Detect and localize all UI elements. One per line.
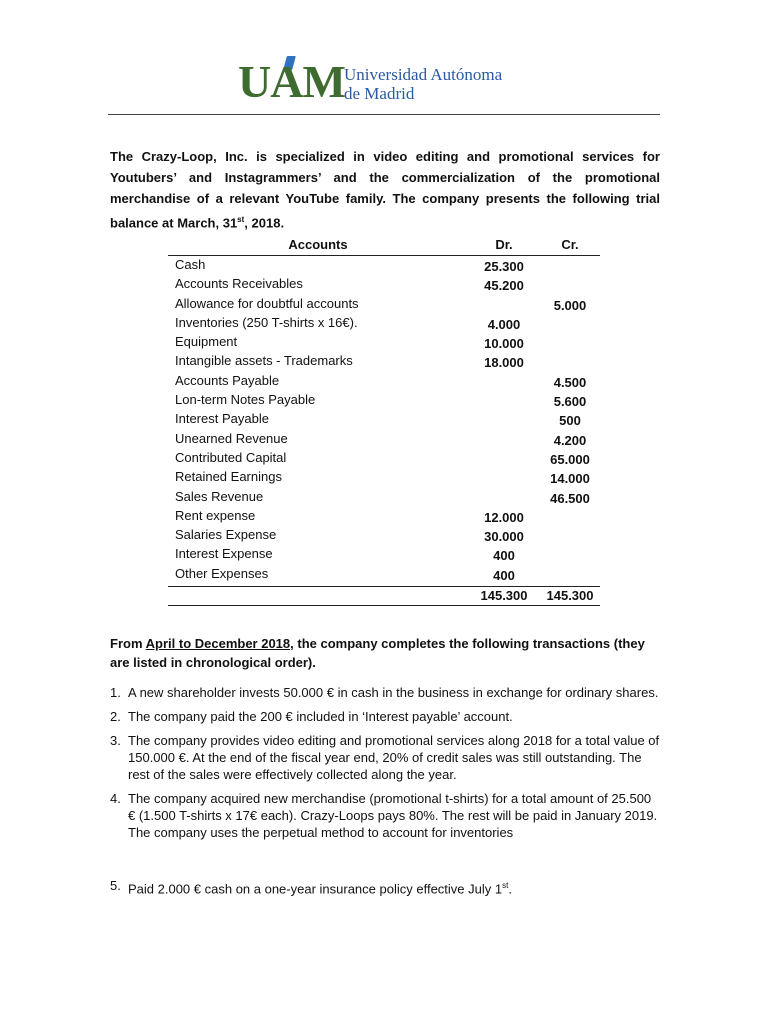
total-credit: 145.300 <box>546 588 594 604</box>
account-cell: Interest Payable <box>175 411 269 427</box>
table-row <box>168 468 600 487</box>
table-row <box>168 256 600 275</box>
university-name-line1: Universidad Autónoma <box>344 65 503 84</box>
debit-cell: 25.300 <box>484 259 524 274</box>
account-cell: Unearned Revenue <box>175 430 288 446</box>
university-name-line2: de Madrid <box>344 84 415 103</box>
list-item-number: 2. <box>110 709 121 724</box>
intro-paragraph <box>110 146 660 233</box>
credit-cell: 46.500 <box>550 490 590 506</box>
debit-cell: 400 <box>493 548 515 564</box>
list-item <box>110 708 660 725</box>
list-item-sup: st <box>502 881 509 890</box>
list-item-number: 5. <box>110 878 121 893</box>
trans-intro-post: the company completes the following transactions (they are listed in chronological order). <box>110 636 645 670</box>
trans-intro-pre: From <box>110 636 146 651</box>
transactions-items <box>110 684 660 841</box>
table-row <box>168 565 600 584</box>
account-cell: Inventories (250 T-shirts x 16€). <box>175 314 358 330</box>
account-cell: Rent expense <box>175 507 256 523</box>
account-cell: Equipment <box>175 334 238 350</box>
list-item <box>110 877 660 897</box>
trans-intro-period: April to December 2018, <box>145 636 294 651</box>
account-cell: Sales Revenue <box>175 488 264 504</box>
transactions-list <box>110 684 660 904</box>
account-cell: Interest Expense <box>175 546 273 562</box>
credit-cell: 500 <box>559 413 581 429</box>
table-body <box>168 256 600 584</box>
list-item-text: A new shareholder invests 50.000 € in cash in the business in exchange for ordinary shares. <box>128 685 659 700</box>
header-credit: Cr. <box>561 237 579 252</box>
table-row <box>168 449 600 468</box>
university-name <box>344 65 544 103</box>
debit-cell: 10.000 <box>484 336 524 352</box>
credit-cell: 5.600 <box>553 394 587 410</box>
account-cell: Salaries Expense <box>175 527 277 543</box>
table-total-row <box>168 586 600 606</box>
list-item-text: Paid 2.000 € cash on a one-year insurance policy effective July 1 <box>128 881 503 897</box>
account-cell: Other Expenses <box>175 565 269 581</box>
account-cell: Accounts Receivables <box>175 276 303 292</box>
list-item-tail: . <box>508 881 512 897</box>
debit-cell: 4.000 <box>487 316 521 332</box>
table-row <box>168 430 600 449</box>
credit-cell: 5.000 <box>553 297 587 313</box>
table-row <box>168 391 600 410</box>
debit-cell: 18.000 <box>484 355 524 371</box>
account-cell: Cash <box>175 257 206 272</box>
transactions-intro <box>110 634 660 672</box>
debit-cell: 12.000 <box>484 509 524 525</box>
account-cell: Lon-term Notes Payable <box>175 392 316 408</box>
table-row <box>168 314 600 333</box>
account-cell: Allowance for doubtful accounts <box>175 295 359 311</box>
intro-sup: st <box>237 215 245 224</box>
table-row <box>168 488 600 507</box>
logo-mark: UAM <box>238 56 345 107</box>
debit-cell: 400 <box>493 567 515 583</box>
list-item-text: The company paid the 200 € included in ‘Interest payable’ account. <box>128 709 513 724</box>
account-cell: Contributed Capital <box>175 449 287 465</box>
credit-cell: 4.200 <box>553 432 587 448</box>
account-cell: Retained Earnings <box>175 469 282 485</box>
credit-cell: 65.000 <box>550 451 590 467</box>
list-item-number: 1. <box>110 685 121 700</box>
table-row <box>168 545 600 564</box>
list-item-number: 3. <box>110 733 121 748</box>
account-cell: Accounts Payable <box>175 372 280 388</box>
table-row <box>168 507 600 526</box>
table-row <box>168 275 600 294</box>
table-row <box>168 333 600 352</box>
header-divider <box>108 114 660 115</box>
trial-balance-table <box>168 234 600 606</box>
list-item-text: The company provides video editing and promotional services along 2018 for a total value of 150.000 €. At the end of the fiscal year end, 20% of credit sales was still outstanding. The rest of the sales were effectively collected along the year. <box>128 733 660 782</box>
list-item-text: The company acquired new merchandise (promotional t-shirts) for a total amount of 25.500 € (1.500 T-shirts x 17€ each). Crazy-Loops pays 80%. The rest will be paid in January 2019. The company uses the perpetual method to account for inventories <box>128 791 658 840</box>
table-row <box>168 295 600 314</box>
table-row <box>168 526 600 545</box>
intro-tail: , 2018. <box>244 215 285 231</box>
credit-cell: 4.500 <box>553 374 587 390</box>
list-item <box>110 684 660 701</box>
debit-cell: 30.000 <box>484 529 524 545</box>
intro-text: The Crazy-Loop, Inc. is specialized in video editing and promotional services for Youtubers’ and Instagrammers’ and the commercialization of the promotional merchandise of a relevant YouTube family. The company presents the following trial balance at March, 31 <box>110 149 660 231</box>
table-row <box>168 410 600 429</box>
list-item <box>110 732 660 783</box>
debit-cell: 45.200 <box>484 278 524 294</box>
credit-cell: 14.000 <box>550 471 590 487</box>
list-item-number: 4. <box>110 791 121 806</box>
table-row <box>168 372 600 391</box>
header-accounts: Accounts <box>288 237 348 252</box>
header-debit: Dr. <box>495 237 513 252</box>
account-cell: Intangible assets - Trademarks <box>175 353 353 369</box>
total-debit: 145.300 <box>480 588 528 604</box>
table-header <box>168 234 600 256</box>
list-item <box>110 790 660 841</box>
table-row <box>168 352 600 371</box>
